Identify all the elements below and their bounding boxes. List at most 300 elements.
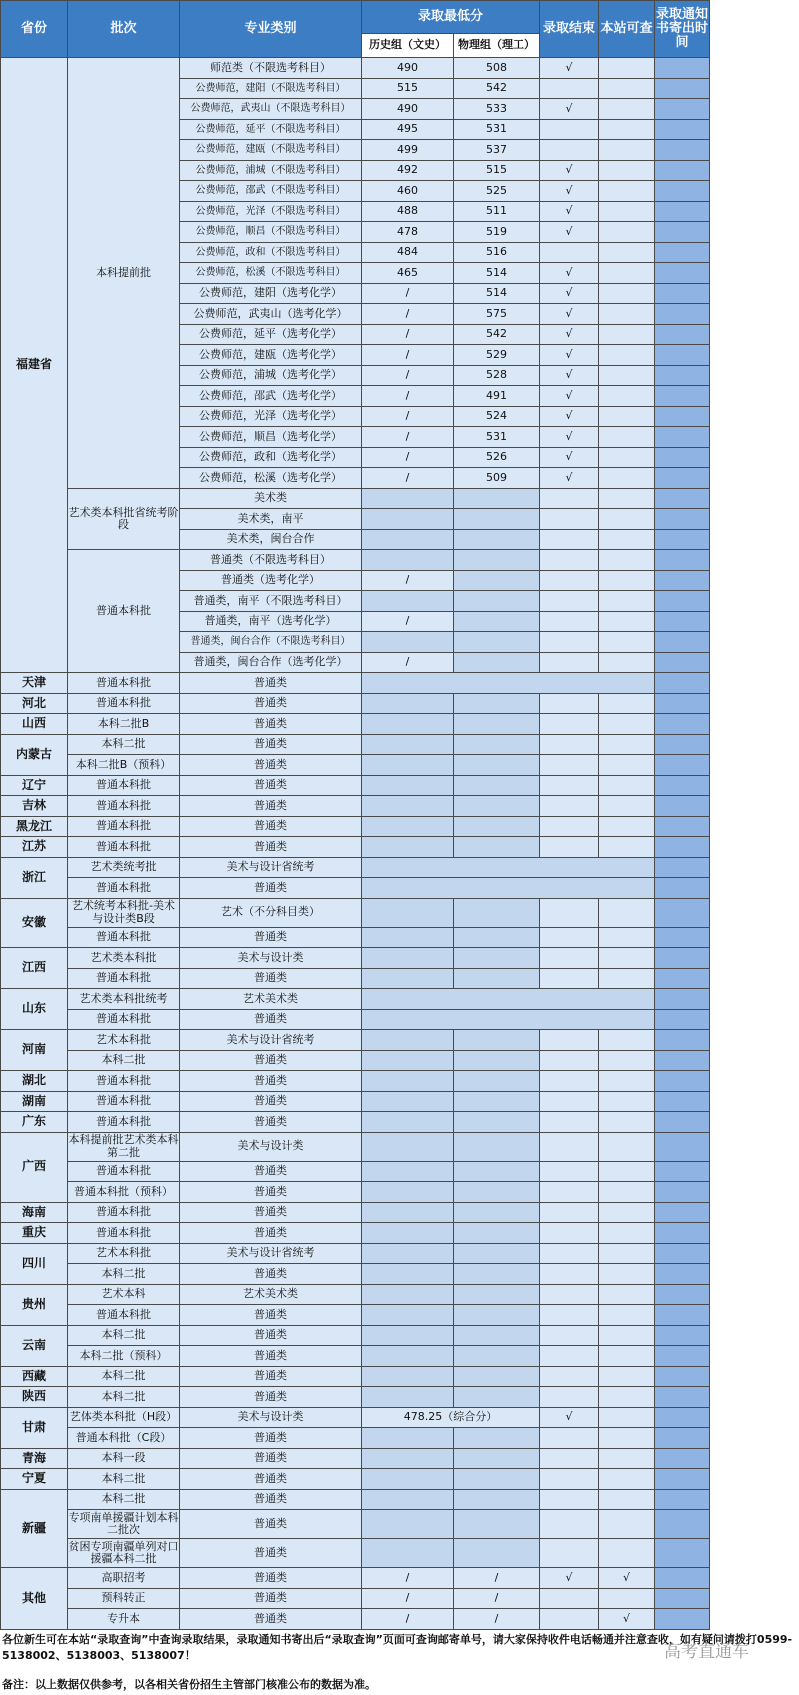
history-score-cell: / bbox=[362, 406, 454, 427]
available-here-cell bbox=[599, 734, 655, 755]
available-here-cell bbox=[599, 1264, 655, 1285]
available-here-cell bbox=[599, 201, 655, 222]
history-score-cell bbox=[362, 550, 454, 571]
history-score-cell bbox=[362, 1469, 454, 1490]
available-here-cell bbox=[599, 263, 655, 284]
notice-time-cell bbox=[655, 201, 710, 222]
physics-score-cell bbox=[454, 1182, 540, 1203]
admission-done-cell bbox=[540, 1050, 599, 1071]
batch-cell: 本科二批B bbox=[68, 714, 180, 735]
history-score-cell bbox=[362, 1428, 454, 1449]
category-cell: 普通类 bbox=[180, 1161, 362, 1182]
physics-score-cell: 525 bbox=[454, 181, 540, 202]
admission-done-cell bbox=[540, 1202, 599, 1223]
batch-cell: 普通本科批（C段） bbox=[68, 1428, 180, 1449]
category-cell: 普通类 bbox=[180, 816, 362, 837]
province-cell: 广西 bbox=[1, 1132, 68, 1202]
header-available-here: 本站可查 bbox=[599, 1, 655, 58]
physics-score-cell: / bbox=[454, 1588, 540, 1609]
batch-cell: 普通本科批 bbox=[68, 796, 180, 817]
category-cell: 美术与设计省统考 bbox=[180, 857, 362, 878]
physics-score-cell bbox=[454, 1030, 540, 1051]
notice-time-cell bbox=[655, 1510, 710, 1539]
category-cell: 普通类 bbox=[180, 1182, 362, 1203]
available-here-cell bbox=[599, 119, 655, 140]
physics-score-cell bbox=[454, 1112, 540, 1133]
batch-cell: 专项南单援疆计划本科二批次 bbox=[68, 1510, 180, 1539]
notice-time-cell bbox=[655, 1264, 710, 1285]
admission-done-cell bbox=[540, 693, 599, 714]
physics-score-cell bbox=[454, 775, 540, 796]
history-score-cell bbox=[362, 1305, 454, 1326]
admission-done-cell bbox=[540, 1469, 599, 1490]
notice-time-cell bbox=[655, 529, 710, 550]
available-here-cell bbox=[599, 1132, 655, 1161]
province-cell: 河南 bbox=[1, 1030, 68, 1071]
table-row bbox=[1, 898, 710, 927]
physics-score-cell: 542 bbox=[454, 324, 540, 345]
physics-score-cell bbox=[454, 1161, 540, 1182]
score-merged-cell bbox=[362, 857, 655, 878]
notice-time-cell bbox=[655, 948, 710, 969]
history-score-cell: / bbox=[362, 570, 454, 591]
physics-score-cell bbox=[454, 1510, 540, 1539]
notice-time-cell bbox=[655, 365, 710, 386]
available-here-cell bbox=[599, 160, 655, 181]
notice-time-cell bbox=[655, 160, 710, 181]
batch-cell: 本科二批（预科） bbox=[68, 1346, 180, 1367]
notice-time-cell bbox=[655, 1489, 710, 1510]
physics-score-cell bbox=[454, 948, 540, 969]
batch-cell: 普通本科批 bbox=[68, 878, 180, 899]
available-here-cell bbox=[599, 1071, 655, 1092]
batch-cell: 普通本科批 bbox=[68, 816, 180, 837]
admission-done-cell: √ bbox=[540, 406, 599, 427]
available-here-cell bbox=[599, 1050, 655, 1071]
physics-score-cell bbox=[454, 1469, 540, 1490]
combined-score-cell: 478.25（综合分） bbox=[362, 1407, 540, 1428]
physics-score-cell: 531 bbox=[454, 119, 540, 140]
admission-done-cell bbox=[540, 1489, 599, 1510]
table-row bbox=[1, 837, 710, 858]
history-score-cell: / bbox=[362, 468, 454, 489]
table-row bbox=[1, 878, 710, 899]
physics-score-cell: 528 bbox=[454, 365, 540, 386]
batch-cell: 本科二批 bbox=[68, 1366, 180, 1387]
table-row bbox=[1, 1568, 710, 1589]
batch-cell: 本科二批 bbox=[68, 1264, 180, 1285]
physics-score-cell bbox=[454, 1050, 540, 1071]
table-row bbox=[1, 1387, 710, 1408]
table-row bbox=[1, 1539, 710, 1568]
history-score-cell: / bbox=[362, 365, 454, 386]
notice-time-cell bbox=[655, 263, 710, 284]
history-score-cell bbox=[362, 1366, 454, 1387]
physics-score-cell bbox=[454, 1428, 540, 1449]
history-score-cell bbox=[362, 1510, 454, 1539]
history-score-cell: / bbox=[362, 1588, 454, 1609]
admission-done-cell bbox=[540, 796, 599, 817]
batch-cell: 普通本科批 bbox=[68, 1223, 180, 1244]
notice-time-cell bbox=[655, 119, 710, 140]
history-score-cell: 499 bbox=[362, 140, 454, 161]
admission-done-cell bbox=[540, 1112, 599, 1133]
available-here-cell bbox=[599, 99, 655, 120]
admission-done-cell: √ bbox=[540, 1407, 599, 1428]
physics-score-cell bbox=[454, 693, 540, 714]
admission-done-cell bbox=[540, 78, 599, 99]
history-score-cell: 492 bbox=[362, 160, 454, 181]
province-cell: 福建省 bbox=[1, 58, 68, 673]
notice-time-cell bbox=[655, 1469, 710, 1490]
admission-done-cell bbox=[540, 1510, 599, 1539]
category-cell: 公费师范，浦城（选考化学） bbox=[180, 365, 362, 386]
category-cell: 普通类 bbox=[180, 673, 362, 694]
table-row bbox=[1, 1489, 710, 1510]
category-cell: 美术类，南平 bbox=[180, 509, 362, 530]
admission-done-cell bbox=[540, 837, 599, 858]
category-cell: 普通类 bbox=[180, 1325, 362, 1346]
physics-score-cell bbox=[454, 1264, 540, 1285]
province-cell: 甘肃 bbox=[1, 1407, 68, 1448]
notice-time-cell bbox=[655, 509, 710, 530]
history-score-cell: / bbox=[362, 283, 454, 304]
history-score-cell: 478 bbox=[362, 222, 454, 243]
table-row bbox=[1, 1448, 710, 1469]
batch-cell: 贫困专项南疆单列对口援疆本科二批 bbox=[68, 1539, 180, 1568]
available-here-cell bbox=[599, 693, 655, 714]
table-row bbox=[1, 693, 710, 714]
history-score-cell bbox=[362, 816, 454, 837]
available-here-cell bbox=[599, 755, 655, 776]
physics-score-cell bbox=[454, 1346, 540, 1367]
notice-time-cell bbox=[655, 1202, 710, 1223]
category-cell: 普通类 bbox=[180, 927, 362, 948]
available-here-cell bbox=[599, 550, 655, 571]
history-score-cell bbox=[362, 1264, 454, 1285]
history-score-cell: 490 bbox=[362, 99, 454, 120]
available-here-cell bbox=[599, 1346, 655, 1367]
category-cell: 公费师范，建瓯（选考化学） bbox=[180, 345, 362, 366]
available-here-cell bbox=[599, 632, 655, 653]
category-cell: 普通类 bbox=[180, 1071, 362, 1092]
available-here-cell bbox=[599, 468, 655, 489]
province-cell: 重庆 bbox=[1, 1223, 68, 1244]
history-score-cell: 484 bbox=[362, 242, 454, 263]
history-score-cell: / bbox=[362, 611, 454, 632]
admission-done-cell bbox=[540, 1448, 599, 1469]
notice-time-cell bbox=[655, 775, 710, 796]
notice-time-cell bbox=[655, 468, 710, 489]
admission-done-cell: √ bbox=[540, 386, 599, 407]
physics-score-cell: 514 bbox=[454, 263, 540, 284]
physics-score-cell: 529 bbox=[454, 345, 540, 366]
notice-time-cell bbox=[655, 1609, 710, 1630]
available-here-cell: √ bbox=[599, 1568, 655, 1589]
admission-done-cell bbox=[540, 1284, 599, 1305]
available-here-cell bbox=[599, 58, 655, 79]
available-here-cell bbox=[599, 140, 655, 161]
batch-cell: 艺术本科 bbox=[68, 1284, 180, 1305]
available-here-cell bbox=[599, 898, 655, 927]
batch-cell: 普通本科批 bbox=[68, 1009, 180, 1030]
province-cell: 安徽 bbox=[1, 898, 68, 948]
batch-cell: 艺术类本科批 bbox=[68, 948, 180, 969]
admission-done-cell bbox=[540, 550, 599, 571]
category-cell: 普通类 bbox=[180, 1009, 362, 1030]
category-cell: 美术与设计类 bbox=[180, 1407, 362, 1428]
available-here-cell bbox=[599, 304, 655, 325]
category-cell: 普通类 bbox=[180, 1050, 362, 1071]
table-row bbox=[1, 1469, 710, 1490]
notice-time-cell bbox=[655, 140, 710, 161]
physics-score-cell bbox=[454, 591, 540, 612]
history-score-cell bbox=[362, 591, 454, 612]
table-row bbox=[1, 1009, 710, 1030]
history-score-cell bbox=[362, 714, 454, 735]
physics-score-cell: 511 bbox=[454, 201, 540, 222]
category-cell: 普通类 bbox=[180, 1366, 362, 1387]
notice-time-cell bbox=[655, 693, 710, 714]
notice-time-cell bbox=[655, 591, 710, 612]
category-cell: 美术与设计类 bbox=[180, 948, 362, 969]
available-here-cell bbox=[599, 181, 655, 202]
history-score-cell bbox=[362, 1202, 454, 1223]
batch-cell: 普通本科批 bbox=[68, 550, 180, 673]
category-cell: 普通类 bbox=[180, 1568, 362, 1589]
province-cell: 四川 bbox=[1, 1243, 68, 1284]
available-here-cell bbox=[599, 1030, 655, 1051]
notice-time-cell bbox=[655, 78, 710, 99]
batch-cell: 普通本科批 bbox=[68, 1091, 180, 1112]
physics-score-cell bbox=[454, 1325, 540, 1346]
notice-time-cell bbox=[655, 1009, 710, 1030]
table-row bbox=[1, 1071, 710, 1092]
batch-cell: 普通本科批 bbox=[68, 1112, 180, 1133]
notice-time-cell bbox=[655, 222, 710, 243]
available-here-cell bbox=[599, 796, 655, 817]
admission-done-cell bbox=[540, 611, 599, 632]
category-cell: 普通类 bbox=[180, 1469, 362, 1490]
category-cell: 公费师范，延平（选考化学） bbox=[180, 324, 362, 345]
admission-done-cell bbox=[540, 1346, 599, 1367]
batch-cell: 普通本科批 bbox=[68, 968, 180, 989]
notice-time-cell bbox=[655, 283, 710, 304]
notice-time-cell bbox=[655, 447, 710, 468]
category-cell: 普通类，南平（选考化学） bbox=[180, 611, 362, 632]
table-row bbox=[1, 1161, 710, 1182]
admission-done-cell bbox=[540, 529, 599, 550]
available-here-cell bbox=[599, 447, 655, 468]
available-here-cell bbox=[599, 775, 655, 796]
admission-done-cell: √ bbox=[540, 365, 599, 386]
admission-done-cell bbox=[540, 591, 599, 612]
available-here-cell bbox=[599, 365, 655, 386]
available-here-cell bbox=[599, 816, 655, 837]
category-cell: 普通类 bbox=[180, 1091, 362, 1112]
province-cell: 其他 bbox=[1, 1568, 68, 1630]
score-merged-cell bbox=[362, 989, 655, 1010]
admission-done-cell bbox=[540, 242, 599, 263]
category-cell: 普通类 bbox=[180, 1223, 362, 1244]
batch-cell: 本科一段 bbox=[68, 1448, 180, 1469]
history-score-cell bbox=[362, 1325, 454, 1346]
notice-time-cell bbox=[655, 1387, 710, 1408]
available-here-cell bbox=[599, 652, 655, 673]
header-batch: 批次 bbox=[68, 1, 180, 58]
available-here-cell bbox=[599, 78, 655, 99]
history-score-cell bbox=[362, 1346, 454, 1367]
admission-done-cell bbox=[540, 1132, 599, 1161]
history-score-cell: / bbox=[362, 652, 454, 673]
category-cell: 艺术（不分科目类） bbox=[180, 898, 362, 927]
history-score-cell bbox=[362, 1223, 454, 1244]
admission-done-cell bbox=[540, 1387, 599, 1408]
physics-score-cell: 491 bbox=[454, 386, 540, 407]
score-merged-cell bbox=[362, 1009, 655, 1030]
notice-time-cell bbox=[655, 652, 710, 673]
table-row bbox=[1, 550, 710, 571]
history-score-cell: / bbox=[362, 386, 454, 407]
category-cell: 普通类 bbox=[180, 796, 362, 817]
history-score-cell bbox=[362, 1132, 454, 1161]
notice-time-cell bbox=[655, 1588, 710, 1609]
notice-time-cell bbox=[655, 570, 710, 591]
table-row bbox=[1, 968, 710, 989]
admission-done-cell bbox=[540, 755, 599, 776]
available-here-cell bbox=[599, 509, 655, 530]
notice-time-cell bbox=[655, 324, 710, 345]
available-here-cell bbox=[599, 1387, 655, 1408]
physics-score-cell bbox=[454, 1132, 540, 1161]
admission-done-cell bbox=[540, 1366, 599, 1387]
category-cell: 公费师范，邵武（不限选考科目） bbox=[180, 181, 362, 202]
category-cell: 公费师范，武夷山（选考化学） bbox=[180, 304, 362, 325]
batch-cell: 艺术类统考批 bbox=[68, 857, 180, 878]
category-cell: 美术与设计省统考 bbox=[180, 1030, 362, 1051]
province-cell: 浙江 bbox=[1, 857, 68, 898]
category-cell: 普通类 bbox=[180, 755, 362, 776]
header-province: 省份 bbox=[1, 1, 68, 58]
available-here-cell bbox=[599, 1223, 655, 1244]
admission-done-cell bbox=[540, 898, 599, 927]
physics-score-cell: / bbox=[454, 1568, 540, 1589]
available-here-cell: √ bbox=[599, 1609, 655, 1630]
category-cell: 公费师范，松溪（不限选考科目） bbox=[180, 263, 362, 284]
available-here-cell bbox=[599, 1305, 655, 1326]
admission-done-cell bbox=[540, 1182, 599, 1203]
province-cell: 贵州 bbox=[1, 1284, 68, 1325]
admission-done-cell bbox=[540, 652, 599, 673]
batch-cell: 普通本科批 bbox=[68, 693, 180, 714]
available-here-cell bbox=[599, 529, 655, 550]
notice-time-cell bbox=[655, 181, 710, 202]
category-cell: 公费师范，武夷山（不限选考科目） bbox=[180, 99, 362, 120]
available-here-cell bbox=[599, 1489, 655, 1510]
available-here-cell bbox=[599, 1448, 655, 1469]
notice-time-cell bbox=[655, 878, 710, 899]
header-physics-group: 物理组（理工） bbox=[454, 34, 540, 58]
table-row bbox=[1, 1112, 710, 1133]
admission-done-cell bbox=[540, 948, 599, 969]
province-cell: 吉林 bbox=[1, 796, 68, 817]
table-row bbox=[1, 1407, 710, 1428]
physics-score-cell: 575 bbox=[454, 304, 540, 325]
physics-score-cell bbox=[454, 1539, 540, 1568]
category-cell: 普通类 bbox=[180, 1489, 362, 1510]
physics-score-cell bbox=[454, 1071, 540, 1092]
history-score-cell bbox=[362, 837, 454, 858]
available-here-cell bbox=[599, 1325, 655, 1346]
table-row bbox=[1, 816, 710, 837]
physics-score-cell bbox=[454, 611, 540, 632]
history-score-cell: 460 bbox=[362, 181, 454, 202]
admission-done-cell bbox=[540, 734, 599, 755]
notice-time-cell bbox=[655, 796, 710, 817]
batch-cell: 普通本科批 bbox=[68, 837, 180, 858]
available-here-cell bbox=[599, 386, 655, 407]
available-here-cell bbox=[599, 1243, 655, 1264]
province-cell: 天津 bbox=[1, 673, 68, 694]
batch-cell: 艺术类本科批省统考阶段 bbox=[68, 488, 180, 550]
physics-score-cell bbox=[454, 796, 540, 817]
category-cell: 师范类（不限选考科目） bbox=[180, 58, 362, 79]
notice-time-cell bbox=[655, 673, 710, 694]
batch-cell: 本科二批 bbox=[68, 1489, 180, 1510]
physics-score-cell bbox=[454, 632, 540, 653]
table-row bbox=[1, 673, 710, 694]
physics-score-cell: 531 bbox=[454, 427, 540, 448]
table-row bbox=[1, 927, 710, 948]
batch-cell: 普通本科批 bbox=[68, 1202, 180, 1223]
notice-time-cell bbox=[655, 734, 710, 755]
province-cell: 广东 bbox=[1, 1112, 68, 1133]
table-row bbox=[1, 1428, 710, 1449]
admission-done-cell bbox=[540, 1325, 599, 1346]
category-cell: 公费师范，政和（不限选考科目） bbox=[180, 242, 362, 263]
notice-time-cell bbox=[655, 427, 710, 448]
available-here-cell bbox=[599, 591, 655, 612]
available-here-cell bbox=[599, 1428, 655, 1449]
category-cell: 普通类 bbox=[180, 1346, 362, 1367]
admission-done-cell bbox=[540, 1539, 599, 1568]
admission-done-cell: √ bbox=[540, 263, 599, 284]
physics-score-cell bbox=[454, 1091, 540, 1112]
admission-done-cell bbox=[540, 1264, 599, 1285]
history-score-cell bbox=[362, 1030, 454, 1051]
table-row bbox=[1, 775, 710, 796]
admission-done-cell bbox=[540, 1223, 599, 1244]
province-cell: 陕西 bbox=[1, 1387, 68, 1408]
physics-score-cell bbox=[454, 1243, 540, 1264]
history-score-cell bbox=[362, 1071, 454, 1092]
category-cell: 普通类（不限选考科目） bbox=[180, 550, 362, 571]
notice-time-cell bbox=[655, 837, 710, 858]
admission-done-cell bbox=[540, 1428, 599, 1449]
notice-time-cell bbox=[655, 1568, 710, 1589]
admission-done-cell bbox=[540, 1091, 599, 1112]
batch-cell: 艺术统考本科批-美术与设计类B段 bbox=[68, 898, 180, 927]
category-cell: 普通类 bbox=[180, 1112, 362, 1133]
history-score-cell: / bbox=[362, 427, 454, 448]
table-row bbox=[1, 1510, 710, 1539]
physics-score-cell: 508 bbox=[454, 58, 540, 79]
history-score-cell bbox=[362, 898, 454, 927]
history-score-cell bbox=[362, 1448, 454, 1469]
admission-done-cell: √ bbox=[540, 1568, 599, 1589]
admission-done-cell bbox=[540, 509, 599, 530]
physics-score-cell: 537 bbox=[454, 140, 540, 161]
